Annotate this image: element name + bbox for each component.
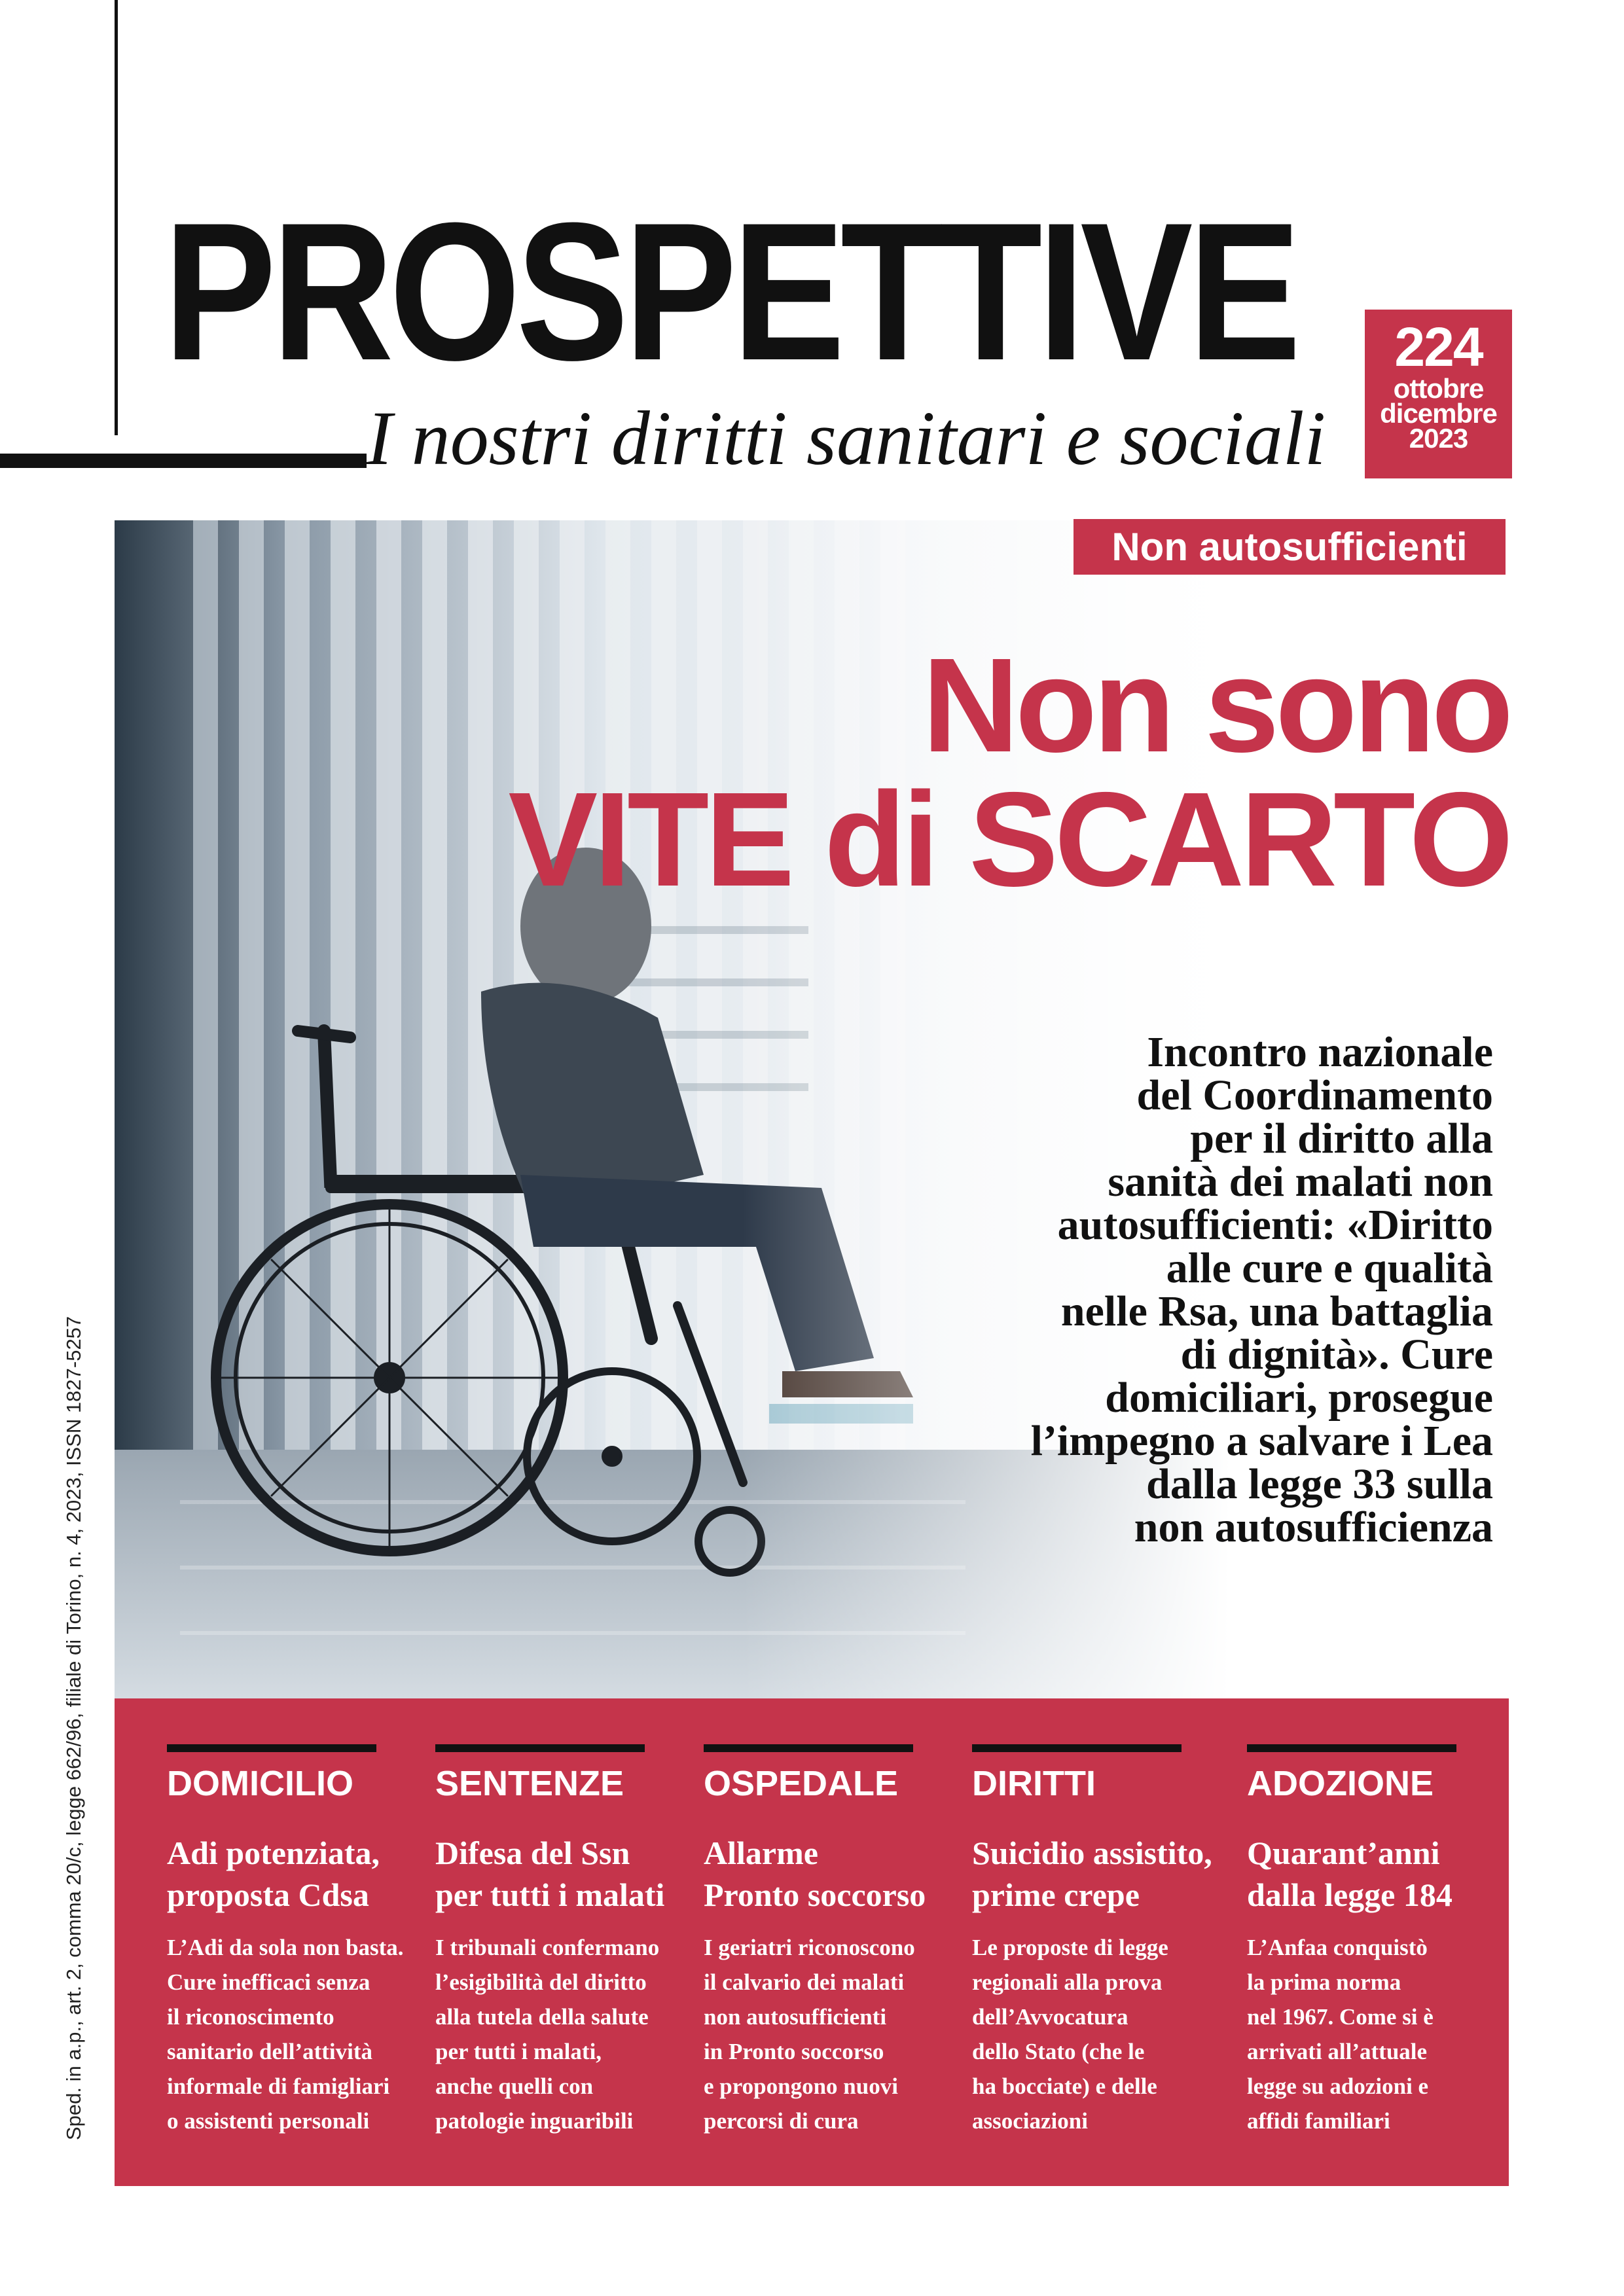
section-text-line: ha bocciate) e delle [972, 2073, 1157, 2099]
section-text-line: dell’Avvocatura [972, 2004, 1128, 2030]
section-category: DIRITTI [972, 1764, 1096, 1803]
section-title-line: per tutti i malati [435, 1876, 665, 1913]
section-ospedale [704, 1744, 952, 2138]
section-text-line: alla tutela della salute [435, 2004, 649, 2030]
section-title-line: proposta Cdsa [167, 1876, 369, 1913]
section-title-line: prime crepe [972, 1876, 1140, 1913]
issue-date-month-1: ottobre [1393, 373, 1484, 404]
section-adozione [1247, 1744, 1496, 2138]
section-text-line: percorsi di cura [704, 2108, 859, 2134]
section-text [167, 1930, 416, 2138]
section-title-line: Adi potenziata, [167, 1835, 380, 1871]
headline-line-1: Non sono [922, 630, 1509, 780]
section-text-line: non autosufficienti [704, 2004, 887, 2030]
section-rule [704, 1744, 913, 1752]
deck-line: non autosufficienza [1134, 1503, 1493, 1551]
section-category: ADOZIONE [1247, 1764, 1434, 1803]
deck-line: per il diritto alla [1190, 1115, 1493, 1162]
section-rule [972, 1744, 1182, 1752]
cover-deck [956, 1028, 1493, 1551]
section-text-line: arrivati all’attuale [1247, 2039, 1428, 2064]
section-tag: Non autosufficienti [1074, 519, 1506, 575]
section-text-line: Le proposte di legge [972, 1935, 1168, 1960]
section-text-line: L’Anfaa conquistò [1247, 1935, 1428, 1960]
section-text [1247, 1930, 1496, 2138]
section-rule [435, 1744, 645, 1752]
issue-date-month-2: dicembre [1380, 398, 1497, 429]
deck-line: nelle Rsa, una battaglia [1060, 1287, 1493, 1335]
issue-number: 224 [1394, 316, 1483, 378]
sections-panel [115, 1698, 1509, 2186]
section-title [435, 1832, 684, 1916]
section-text-line: il calvario dei malati [704, 1969, 905, 1995]
section-text [435, 1930, 684, 2138]
section-text-line: I tribunali confermano [435, 1935, 660, 1960]
section-text [972, 1930, 1221, 2138]
masthead-subtitle: I nostri diritti sanitari e sociali [367, 395, 1326, 481]
cover-headline [508, 630, 1509, 914]
postal-info: Sped. in a.p., art. 2, comma 20/c, legge 662/96, filiale di Torino, n. 4, 2023, ISSN 1827-5257 [62, 1316, 85, 2140]
deck-line: di dignità». Cure [1180, 1331, 1493, 1378]
section-text-line: anche quelli con [435, 2073, 594, 2099]
section-title-line: dalla legge 184 [1247, 1876, 1453, 1913]
section-rule [1247, 1744, 1456, 1752]
issue-date-year: 2023 [1409, 423, 1468, 454]
section-title [167, 1832, 416, 1916]
section-title-line: Pronto soccorso [704, 1876, 926, 1913]
section-domicilio [167, 1744, 416, 2138]
section-diritti [972, 1744, 1221, 2138]
section-text-line: patologie inguaribili [435, 2108, 634, 2134]
section-text-line: dello Stato (che le [972, 2039, 1145, 2064]
deck-line: sanità dei malati non [1108, 1158, 1493, 1206]
section-text-line: per tutti i malati, [435, 2039, 602, 2064]
section-text-line: Cure inefficaci senza [167, 1969, 370, 1995]
section-title-line: Suicidio assistito, [972, 1835, 1212, 1871]
deck-line: del Coordinamento [1136, 1071, 1493, 1119]
section-title [1247, 1832, 1496, 1916]
section-text-line: sanitario dell’attività [167, 2039, 372, 2064]
section-text [704, 1930, 952, 2138]
section-text-line: I geriatri riconoscono [704, 1935, 915, 1960]
section-category: DOMICILIO [167, 1764, 353, 1803]
section-text-line: legge su adozioni e [1247, 2073, 1429, 2099]
section-text-line: e propongono nuovi [704, 2073, 898, 2099]
section-text-line: L’Adi da sola non basta. [167, 1935, 404, 1960]
section-title-line: Quarant’anni [1247, 1835, 1440, 1871]
section-text-line: l’esigibilità del diritto [435, 1969, 647, 1995]
section-text-line: il riconoscimento [167, 2004, 334, 2030]
section-title [972, 1832, 1221, 1916]
deck-line: l’impegno a salvare i Lea [1030, 1417, 1493, 1465]
section-text-line: affidi familiari [1247, 2108, 1390, 2134]
section-text-line: o assistenti personali [167, 2108, 370, 2134]
section-text-line: nel 1967. Come si è [1247, 2004, 1434, 2030]
section-category: OSPEDALE [704, 1764, 899, 1803]
deck-line: Incontro nazionale [1147, 1028, 1493, 1076]
section-title-line: Allarme [704, 1835, 818, 1871]
deck-line: domiciliari, prosegue [1105, 1374, 1493, 1422]
deck-line: autosufficienti: «Diritto [1057, 1201, 1493, 1249]
masthead-title: PROSPETTIVE [164, 181, 1297, 401]
horizontal-rule [0, 454, 367, 468]
section-category: SENTENZE [435, 1764, 624, 1803]
deck-line: dalla legge 33 sulla [1146, 1460, 1493, 1508]
vertical-rule [115, 0, 118, 435]
section-text-line: informale di famigliari [167, 2073, 390, 2099]
issue-box [1365, 310, 1512, 478]
headline-line-2: VITE di SCARTO [508, 764, 1509, 914]
section-text-line: in Pronto soccorso [704, 2039, 884, 2064]
section-title [704, 1832, 952, 1916]
section-text-line: associazioni [972, 2108, 1088, 2134]
section-rule [167, 1744, 376, 1752]
section-sentenze [435, 1744, 684, 2138]
deck-line: alle cure e qualità [1166, 1244, 1493, 1292]
section-text-line: regionali alla prova [972, 1969, 1163, 1995]
section-text-line: la prima norma [1247, 1969, 1401, 1995]
section-title-line: Difesa del Ssn [435, 1835, 630, 1871]
